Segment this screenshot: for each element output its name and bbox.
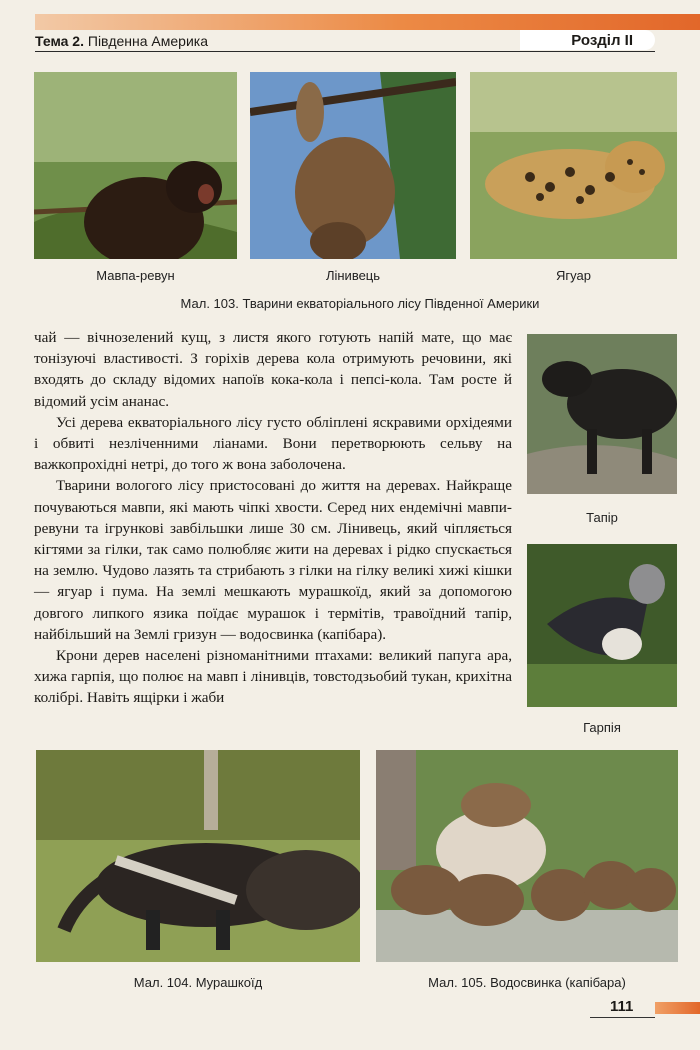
figure-105-caption: Мал. 105. Водосвинка (капібара) [428, 975, 626, 990]
caption-sloth: Лінивець [325, 268, 381, 283]
topic-title: Південна Америка [87, 33, 208, 49]
caption-harpy: Гарпія [583, 720, 621, 735]
photo-anteater [36, 750, 360, 962]
caption-howler-monkey: Мавпа-ревун [96, 268, 175, 283]
photo-sloth [250, 72, 456, 259]
header-accent-bar [35, 14, 700, 30]
paragraph-2: Усі дерева екваторіального лісу густо обліплені яскравими орхідеями і обвиті незліченними ліанами. Вони перетворюють сельву на важкопрохідні нетрі, до того ж вона заболочена. [34, 413, 512, 474]
photo-howler-monkey [34, 72, 237, 259]
page-accent-bar [655, 1002, 700, 1014]
paragraph-3: Тварини вологого лісу пристосовані до життя на деревах. Найкраще почуваються мавпи, які мають чіпкі хвости. Серед них ендемічні мавпи-ревуни та ігрункові завбільшки лише 30 см. Лінивець, який чіпляється кігтями за гілки, так само полюбляє жити на деревах і рідко спускається на землю. Чудово лазять та стрибають з гілки на гілку великі хижі кішки — ягуар і пума. На землі мешкають мурашкоїд, який за допомогою довгого липкого язика поїдає мурашок і термітів, травоїдний тапір, найбільший на Землі гризун — водосвинка (капібара). [34, 477, 512, 643]
paragraph-1: чай — вічнозелений кущ, з листя якого готують напій мате, що має тонізуючі властивості. З горіхів дерева кола отримують речовини, які входять до складу відомих напоїв кока-кола і пепсі-кола. Там росте й відомий усім ананас. [34, 329, 512, 410]
page-number: 111 [610, 998, 634, 1015]
photo-jaguar [470, 72, 677, 259]
header-topic [35, 33, 208, 49]
caption-jaguar: Ягуар [556, 268, 591, 283]
section-label: Розділ II [520, 30, 655, 50]
figure-104-caption: Мал. 104. Мурашкоїд [133, 975, 263, 990]
topic-label: Тема 2. [35, 33, 84, 49]
caption-tapir: Тапір [586, 510, 618, 525]
page-rule [590, 1017, 655, 1018]
header-rule [35, 51, 655, 52]
photo-capybara [376, 750, 678, 962]
body-text [34, 327, 512, 709]
photo-tapir [527, 334, 677, 494]
photo-harpy [527, 544, 677, 707]
paragraph-4: Крони дерев населені різноманітними птахами: великий папуга ара, хижа гарпія, що полює на мавп і лінивців, товстодзьобий тукан, крихітна колібрі. Навіть ящірки і жаби [34, 647, 512, 707]
figure-103-caption: Мал. 103. Тварини екваторіального лісу Південної Америки [180, 296, 540, 311]
